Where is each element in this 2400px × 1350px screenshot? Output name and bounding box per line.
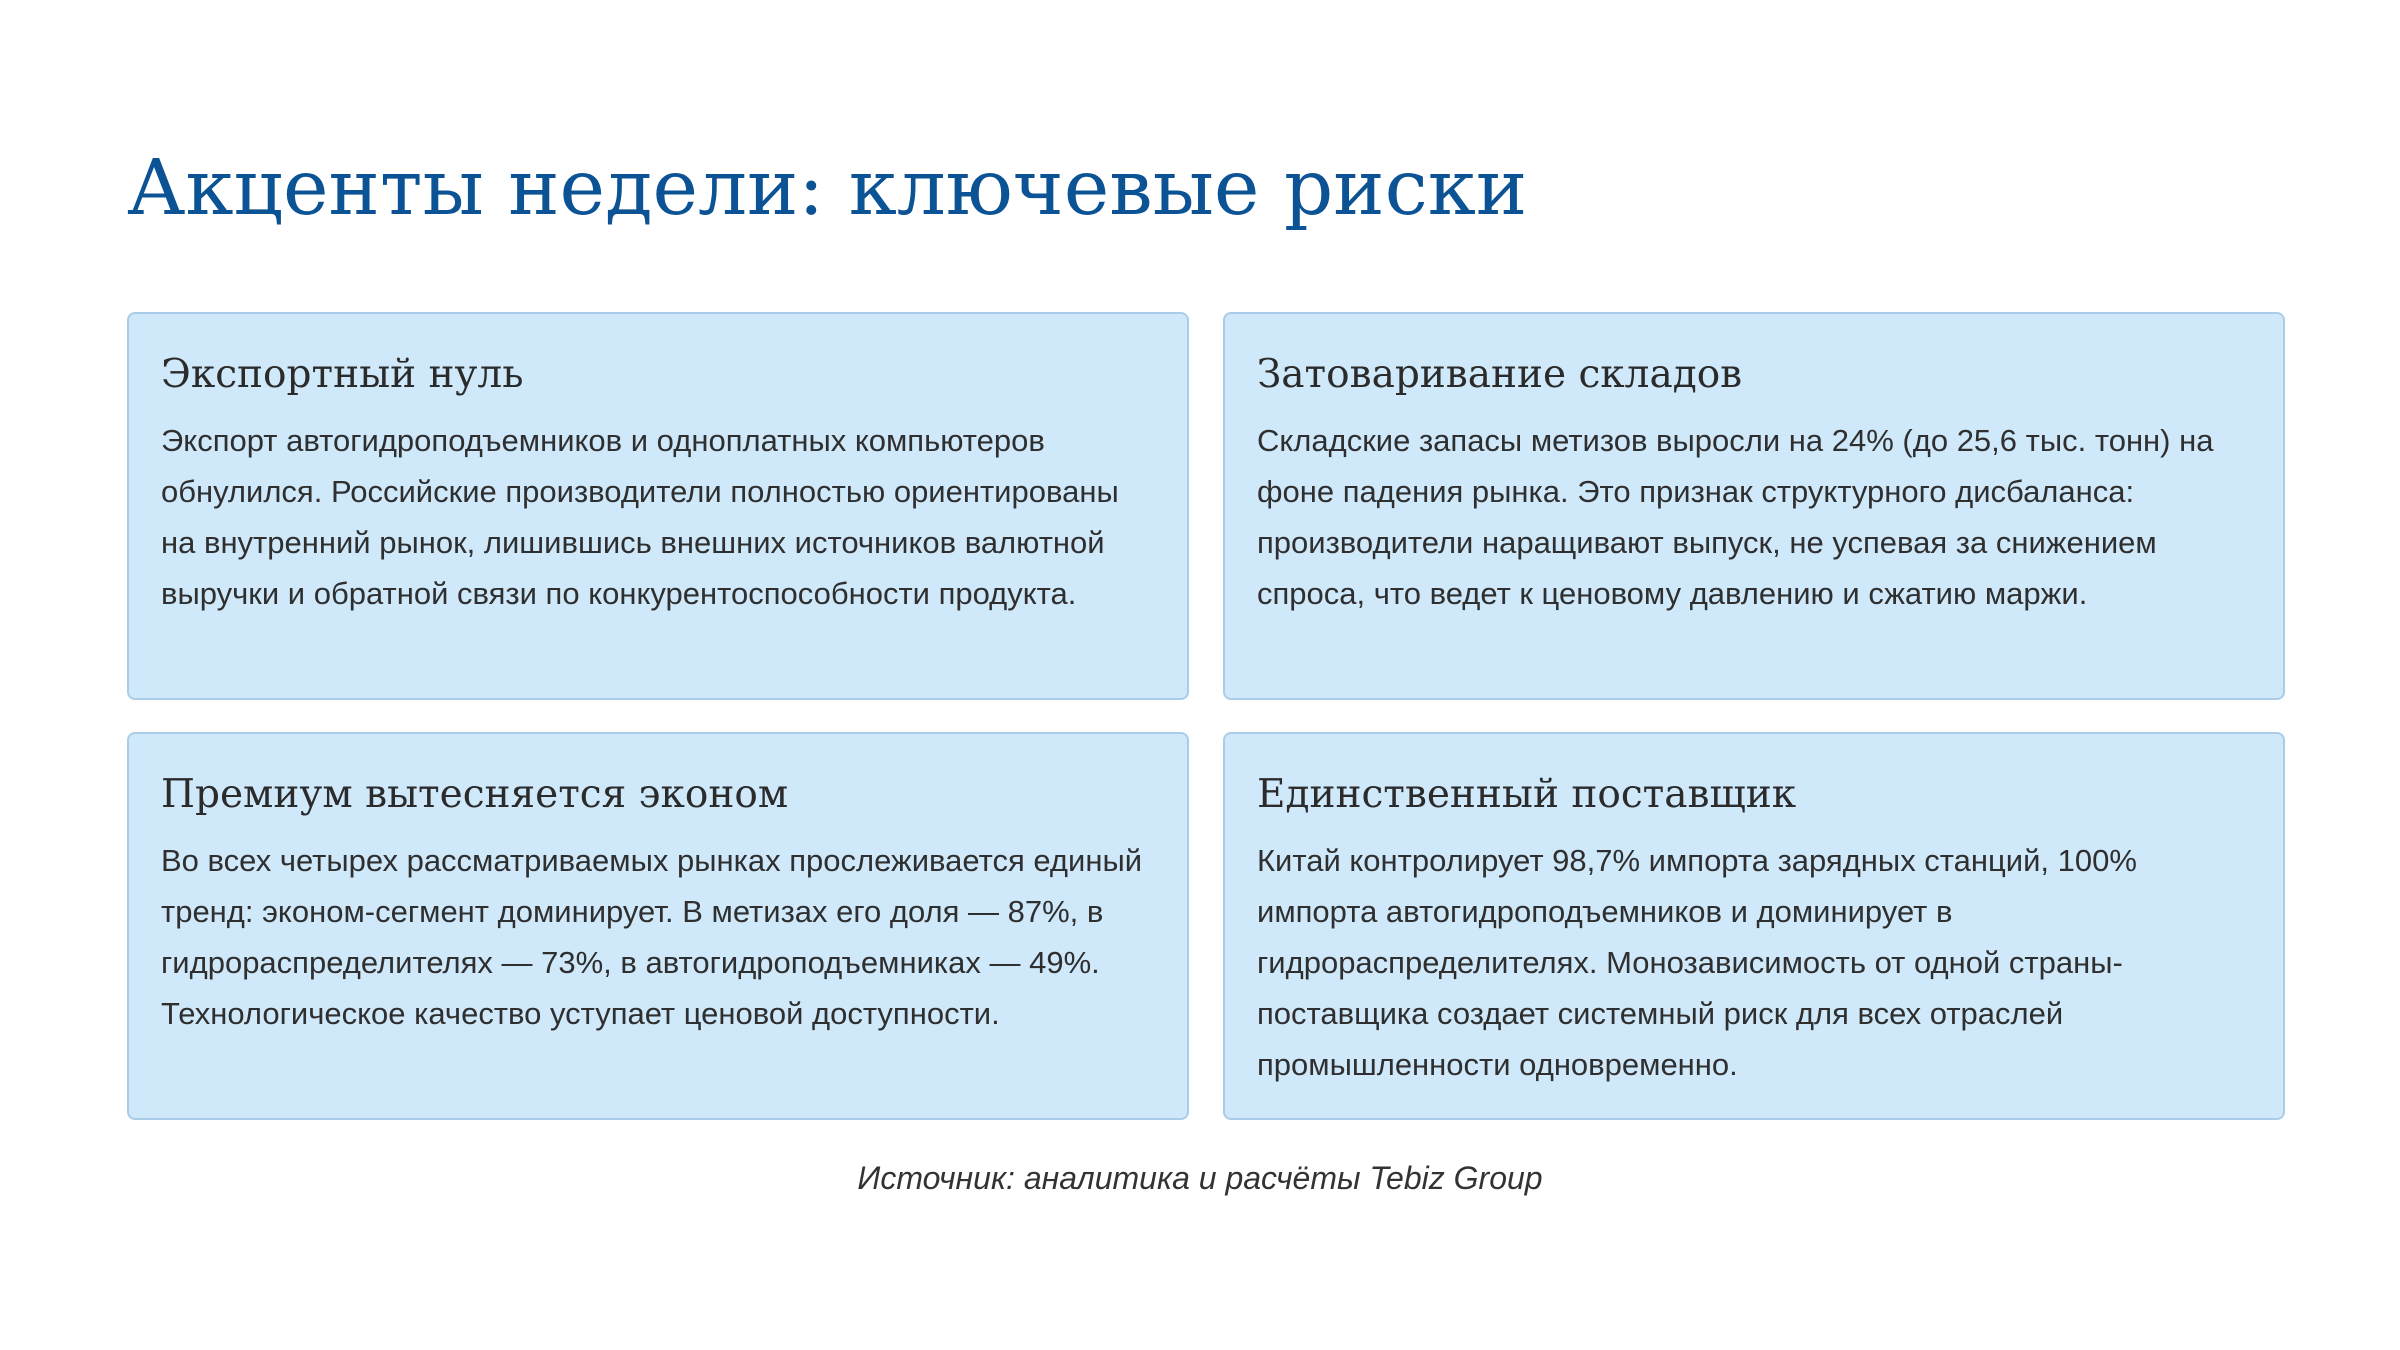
card-heading: Затоваривание складов: [1257, 352, 1743, 397]
card-heading: Экспортный нуль: [161, 352, 524, 397]
card-warehouse-overstock: [1223, 312, 2285, 700]
card-text: Во всех четырех рассматриваемых рынках прослеживается единый тренд: эконом-сегмент доминирует. В метизах его доля — 87%, в гидрораспределителях — 73%, в автогидроподъемниках — 49%. Технологическое качество уступает ценовой доступности.: [161, 842, 1143, 1031]
risk-cards-grid: [127, 312, 2287, 1120]
card-text: Складские запасы метизов выросли на 24% (до 25,6 тыс. тонн) на фоне падения рынка. Это признак структурного дисбаланса: производители наращивают выпуск, не успевая за снижением спроса, что ведет к ценовому давлению и сжатию маржи.: [1257, 422, 2214, 611]
card-single-supplier: [1223, 732, 2285, 1120]
card-export-zero: [127, 312, 1189, 700]
card-text: Экспорт автогидроподъемников и одноплатных компьютеров обнулился. Российские производители полностью ориентированы на внутренний рынок, лишившись внешних источников валютной выручки и обратной связи по конкурентоспособности продукта.: [161, 422, 1119, 611]
card-heading: Премиум вытесняется эконом: [161, 772, 789, 817]
card-premium-displaced: [127, 732, 1189, 1120]
card-heading: Единственный поставщик: [1257, 772, 1797, 817]
page-title: Акценты недели: ключевые риски: [127, 144, 1528, 233]
source-note: Источник: аналитика и расчёты Tebiz Group: [857, 1160, 1543, 1196]
card-text: Китай контролирует 98,7% импорта зарядных станций, 100% импорта автогидроподъемников и доминирует в гидрораспределителях. Монозависимость от одной страны-поставщика создает системный риск для всех отраслей промышленности одновременно.: [1257, 842, 2137, 1082]
